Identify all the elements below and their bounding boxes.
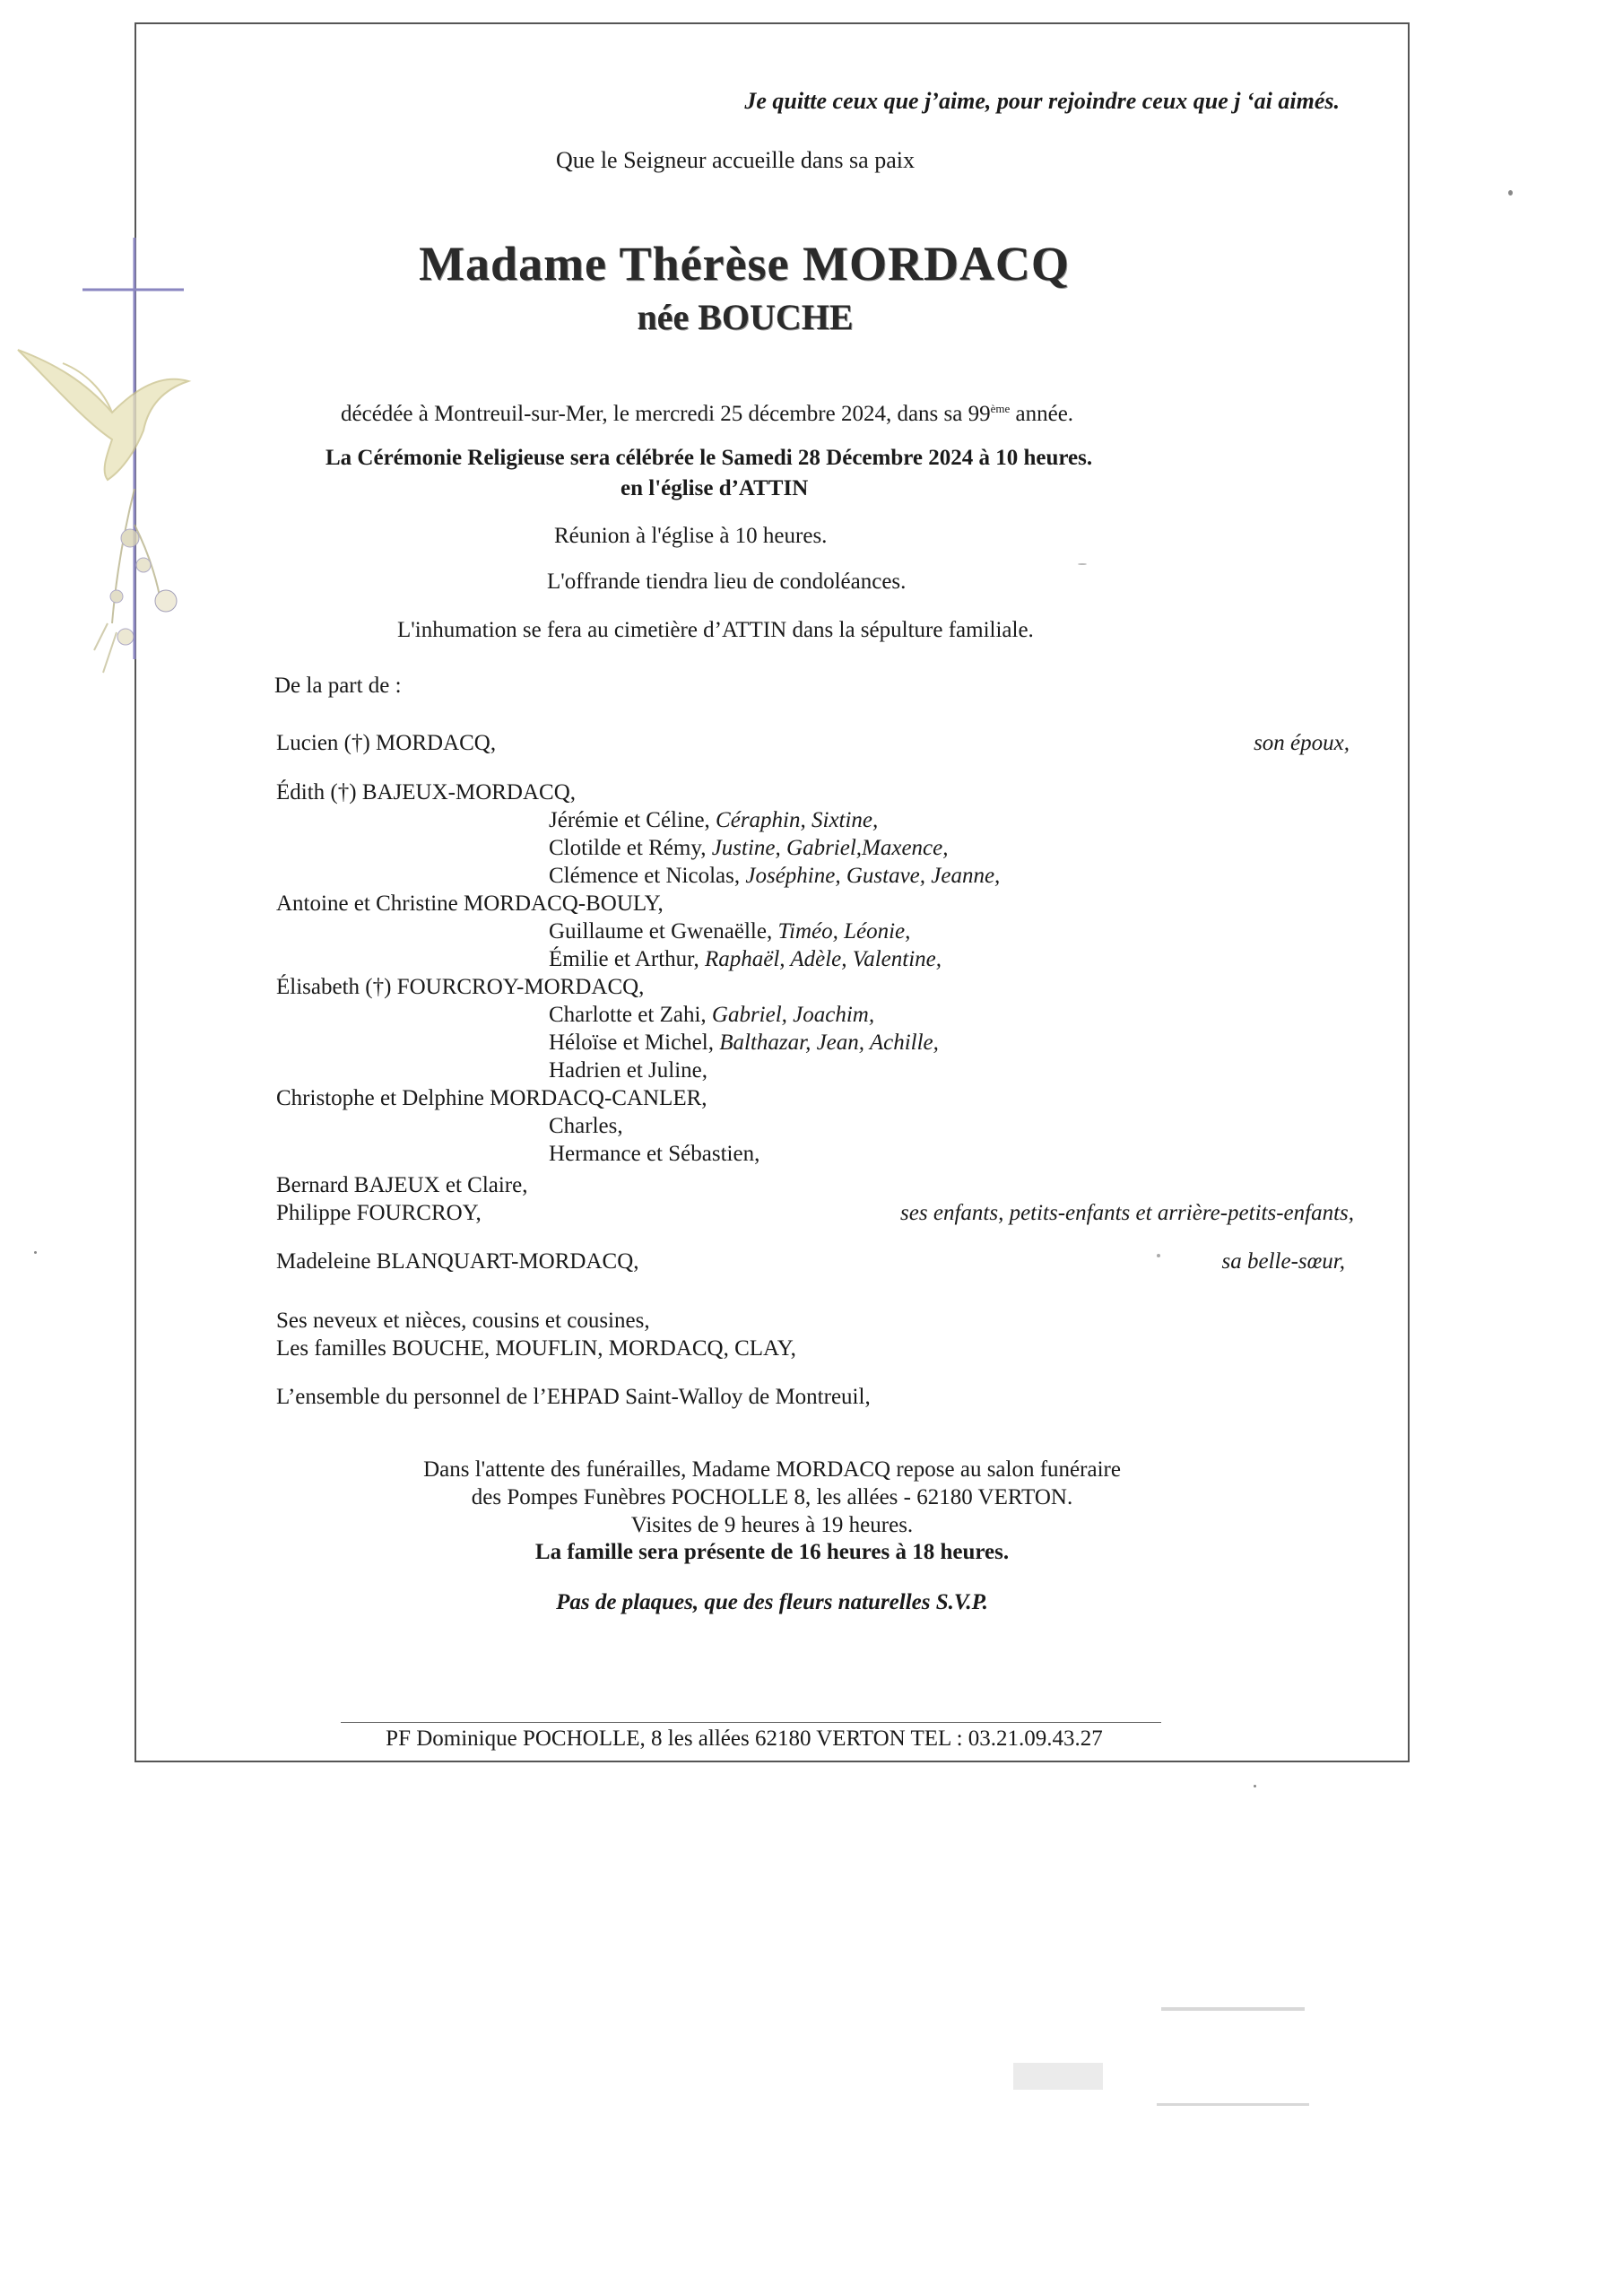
flowers-note: Pas de plaques, que des fleurs naturelles S.V.P. — [556, 1590, 988, 1614]
sister-in-law-role: sa belle-sœur, — [1221, 1249, 1345, 1274]
dove-icon — [18, 350, 188, 480]
children-role: ses enfants, petits-enfants et arrière-petits-enfants, — [900, 1201, 1354, 1225]
scan-smudge — [1157, 2103, 1309, 2106]
family-group-3-child-1: Charlotte et Zahi, Gabriel, Joachim, — [549, 1003, 875, 1027]
meeting-info: Réunion à l'église à 10 heures. — [554, 524, 828, 548]
family-group-4-child-1: Charles, — [549, 1114, 623, 1138]
deceased-name: Madame Thérèse MORDACQ — [419, 237, 1070, 291]
footer-divider — [341, 1722, 1161, 1723]
footer-contact: PF Dominique POCHOLLE, 8 les allées 62180 VERTON TEL : 03.21.09.43.27 — [386, 1726, 1103, 1751]
ceremony-line-2: en l'église d’ATTIN — [621, 476, 809, 500]
husband: Lucien (†) MORDACQ, — [276, 731, 497, 755]
death-details: décédée à Montreuil-sur-Mer, le mercredi 25 décembre 2024, dans sa 99ème année. — [341, 402, 1074, 426]
burial-info: L'inhumation se fera au cimetière d’ATTIN dans la sépulture familiale. — [397, 618, 1034, 642]
visiting-hours: Visites de 9 heures à 19 heures. — [630, 1513, 914, 1537]
family-presence: La famille sera présente de 16 heures à 18 heures. — [534, 1540, 1010, 1564]
epigraph: Je quitte ceux que j’aime, pour rejoindre ceux que j ‘ai aimés. — [744, 88, 1340, 114]
families: Les familles BOUCHE, MOUFLIN, MORDACQ, CLAY, — [276, 1336, 796, 1361]
ehpad-staff: L’ensemble du personnel de l’EHPAD Saint-Walloy de Montreuil, — [276, 1385, 871, 1409]
family-group-1-parent: Édith (†) BAJEUX-MORDACQ, — [276, 780, 577, 804]
family-group-3-child-3: Hadrien et Juline, — [549, 1058, 708, 1083]
family-group-3-parent: Élisabeth (†) FOURCROY-MORDACQ, — [276, 975, 645, 999]
scan-speck — [1254, 1785, 1256, 1787]
family-group-1-child-3: Clémence et Nicolas, Joséphine, Gustave, Jeanne, — [549, 864, 1001, 888]
scan-speck — [34, 1251, 37, 1254]
ceremony-line-1: La Cérémonie Religieuse sera célébrée le Samedi 28 Décembre 2024 à 10 heures. — [325, 446, 1093, 470]
family-group-1-child-1: Jérémie et Céline, Céraphin, Sixtine, — [549, 808, 879, 832]
viewing-line-2: des Pompes Funèbres POCHOLLE 8, les allées - 62180 VERTON. — [471, 1485, 1073, 1509]
family-group-2-child-2: Émilie et Arthur, Raphaël, Adèle, Valentine, — [549, 947, 942, 971]
family-group-4-parent: Christophe et Delphine MORDACQ-CANLER, — [276, 1086, 707, 1110]
maiden-name: née BOUCHE — [637, 297, 854, 337]
scan-speck — [1157, 1254, 1160, 1257]
family-group-3-child-2: Héloïse et Michel, Balthazar, Jean, Achille, — [549, 1031, 939, 1055]
viewing-line-1: Dans l'attente des funérailles, Madame MORDACQ repose au salon funéraire — [423, 1457, 1121, 1482]
from-label: De la part de : — [274, 674, 402, 698]
family-group-2-child-1: Guillaume et Gwenaëlle, Timéo, Léonie, — [549, 919, 911, 944]
offering-info: L'offrande tiendra lieu de condoléances. — [547, 570, 907, 594]
in-law-2: Philippe FOURCROY, — [276, 1201, 482, 1225]
husband-role: son époux, — [1254, 731, 1350, 755]
prayer: Que le Seigneur accueille dans sa paix — [556, 147, 915, 173]
nephews-nieces: Ses neveux et nièces, cousins et cousines, — [276, 1309, 650, 1333]
scan-speck — [1078, 563, 1087, 565]
scan-smudge — [1013, 2063, 1103, 2090]
scan-speck — [1508, 190, 1513, 196]
family-group-1-child-2: Clotilde et Rémy, Justine, Gabriel,Maxence, — [549, 836, 949, 860]
sister-in-law: Madeleine BLANQUART-MORDACQ, — [276, 1249, 639, 1274]
family-group-4-child-2: Hermance et Sébastien, — [549, 1142, 760, 1166]
family-group-2-parent: Antoine et Christine MORDACQ-BOULY, — [276, 891, 664, 916]
in-law-1: Bernard BAJEUX et Claire, — [276, 1173, 528, 1197]
scan-smudge — [1161, 2007, 1305, 2011]
